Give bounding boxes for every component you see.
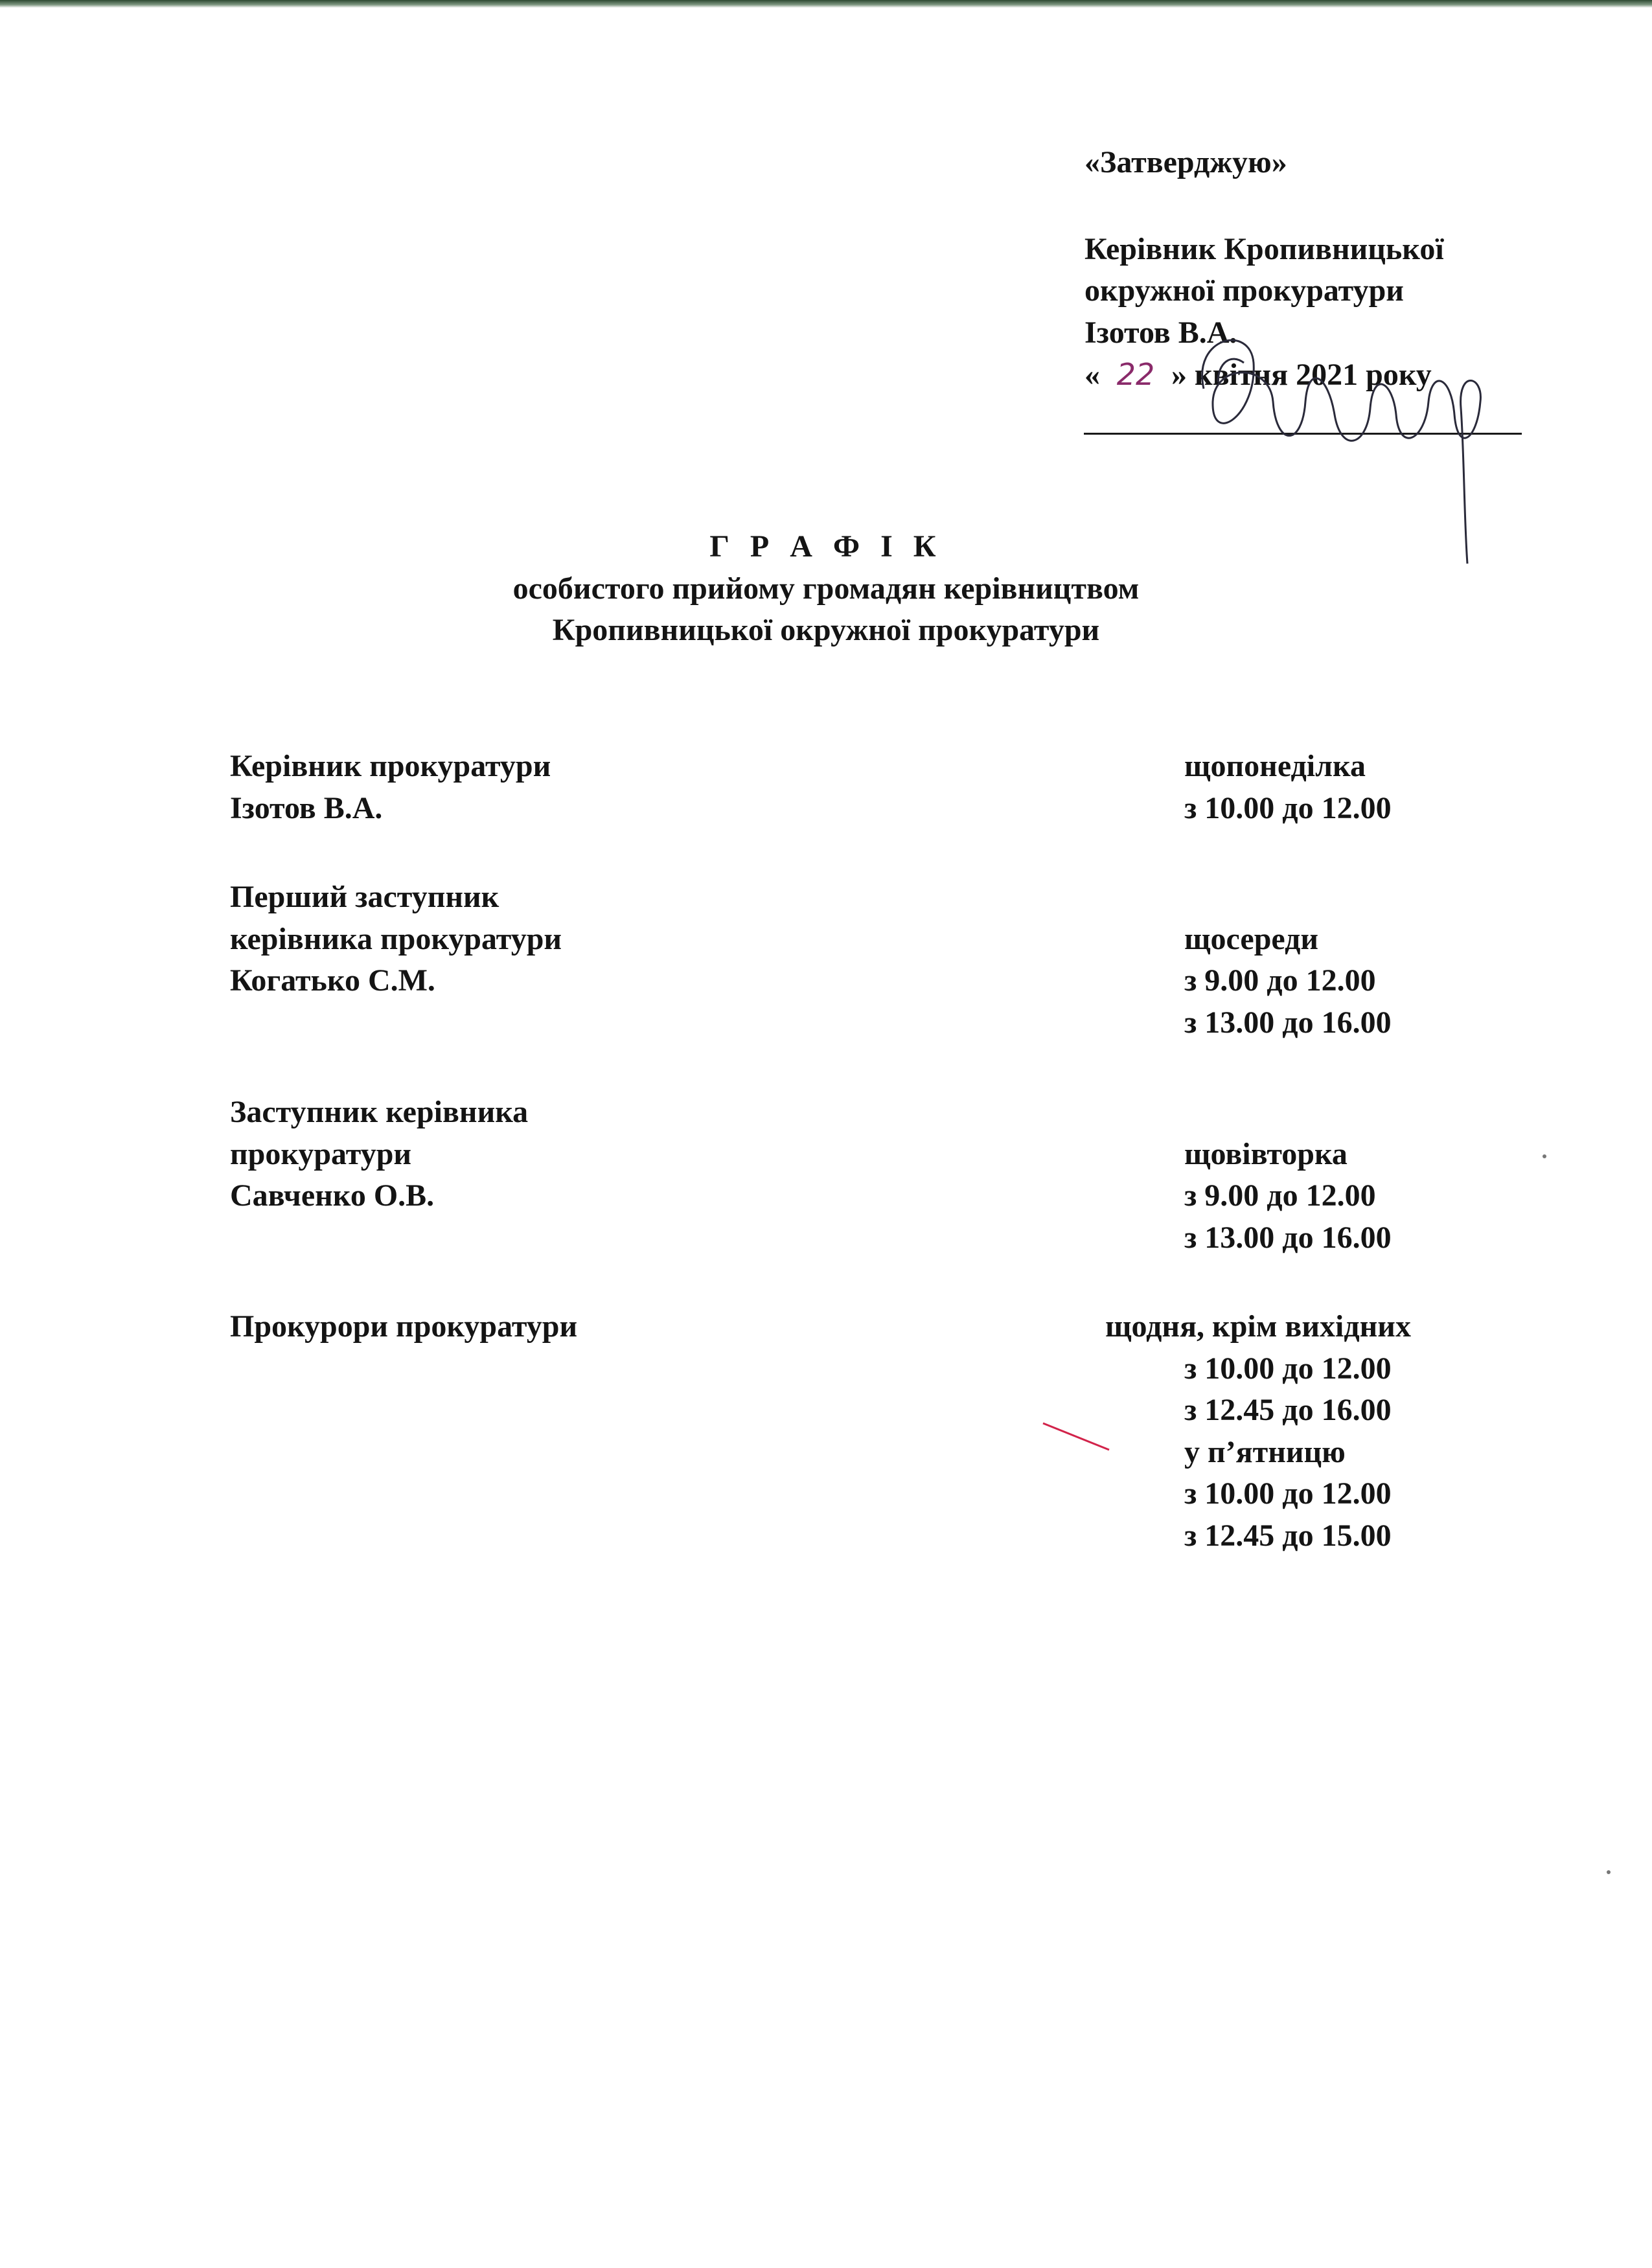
time-line: з 12.45 до 16.00	[1184, 1393, 1392, 1427]
time-line: з 9.00 до 12.00	[1184, 963, 1376, 998]
approval-position-line2: окружної прокуратури	[1084, 273, 1404, 308]
time-line: з 13.00 до 16.00	[1184, 1220, 1392, 1255]
person-line: Когатько С.М.	[230, 963, 435, 998]
person-line: прокуратури	[230, 1137, 412, 1171]
time-line: з 10.00 до 12.00	[1184, 1476, 1392, 1511]
approval-position-line1: Керівник Кропивницької	[1084, 232, 1444, 266]
time-line: з 9.00 до 12.00	[1184, 1178, 1376, 1213]
approval-stamp: «Затверджую»	[1084, 145, 1287, 179]
person-line: Савченко О.В.	[230, 1178, 435, 1213]
time-line: з 10.00 до 12.00	[1184, 791, 1392, 825]
document-subtitle-line1: особистого прийому громадян керівництвом	[512, 571, 1140, 606]
person-line: Прокурори прокуратури	[230, 1309, 578, 1344]
person-line: керівника прокуратури	[230, 922, 562, 956]
person-line: Ізотов В.А.	[230, 791, 383, 825]
date-day-handwritten: 22	[1116, 357, 1155, 392]
time-line: з 10.00 до 12.00	[1184, 1351, 1392, 1386]
person-line: Перший заступник	[230, 880, 499, 914]
time-line: у п’ятницю	[1184, 1435, 1346, 1469]
scan-speck	[1607, 1870, 1611, 1874]
person-line: Керівник прокуратури	[230, 749, 551, 783]
scan-speck	[1543, 1154, 1546, 1158]
date-prefix: «	[1084, 358, 1100, 392]
time-line: щовівторка	[1184, 1137, 1348, 1171]
time-line: щосереди	[1184, 922, 1319, 956]
time-line: щопонеділка	[1184, 749, 1366, 783]
time-line: з 12.45 до 15.00	[1184, 1518, 1392, 1553]
time-line: з 13.00 до 16.00	[1184, 1005, 1392, 1040]
red-check-mark	[1043, 1423, 1109, 1450]
document-subtitle-line2: Кропивницької окружної прокуратури	[552, 613, 1100, 647]
document-title: Г Р А Ф І К	[709, 529, 943, 564]
approval-name: Ізотов В.А.	[1084, 315, 1237, 350]
date-suffix: » квітня 2021 року	[1171, 358, 1432, 392]
person-line: Заступник керівника	[230, 1095, 529, 1129]
time-line: щодня, крім вихідних	[1105, 1309, 1411, 1344]
